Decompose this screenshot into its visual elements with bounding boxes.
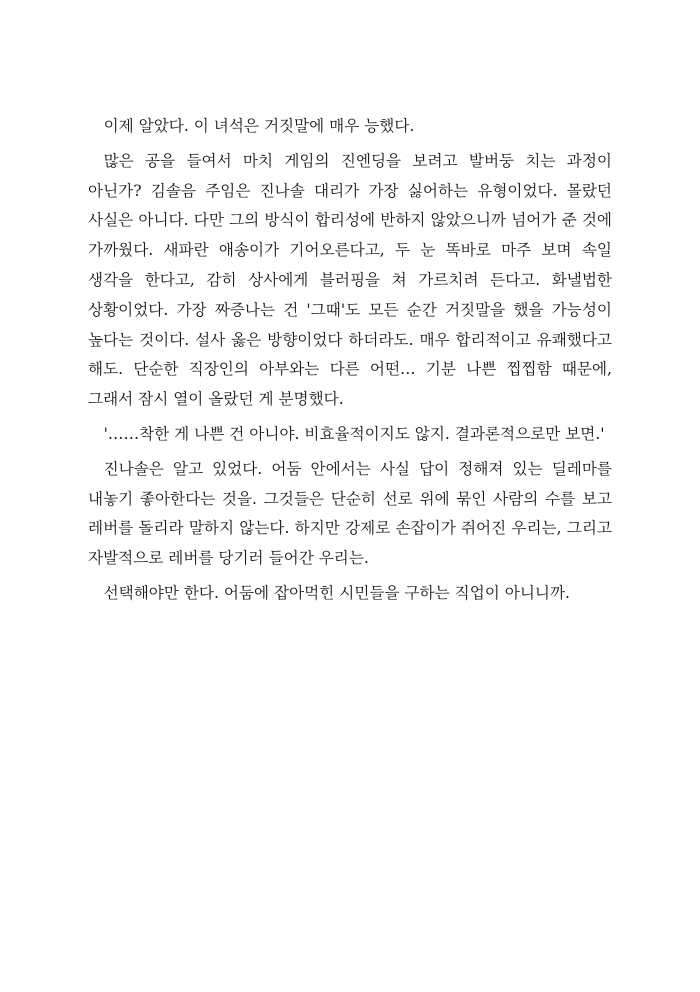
- body-text: [88, 112, 612, 614]
- paragraph-4: 진나솔은 알고 있었다. 어둠 안에서는 사실 답이 정해져 있는 딜레마를 내놓기 좋아한다는 것을. 그것들은 단순히 선로 위에 묶인 사람의 수를 보고 레버를 돌리라 말하지 않는다. 하지만 강제로 손잡이가 쥐어진 우리는, 그리고 자발적으로 레버를 당기러 들어간 우리는.: [88, 459, 612, 568]
- paragraph-2: 많은 공을 들여서 마치 게임의 진엔딩을 보려고 발버둥 치는 과정이 아닌가? 김솔음 주임은 진나솔 대리가 가장 싫어하는 유형이었다. 몰랐던 사실은 아니다. 다만 그의 방식이 합리성에 반하지 않았으니까 넘어가 준 것에 가까웠다. 새파란 애송이가 기어오른다고, 두 눈 똑바로 마주 보며 속일 생각을 한다고, 감히 상사에게 블러핑을 쳐 가르치려 든다고. 화낼법한 상황이었다. 가장 짜증나는 건 '그때'도 모든 순간 거짓말을 했을 가능성이 높다는 것이다. 설사 옳은 방향이었다 하더라도. 매우 합리적이고 유쾌했다고 해도. 단순한 직장인의 아부와는 다른 어떤… 기분 나쁜 찝찝함 때문에, 그래서 잠시 열이 올랐던 게 분명했다.: [88, 151, 612, 409]
- paragraph-3: '……착한 게 나쁜 건 아니야. 비효율적이지도 않지. 결과론적으로만 보면.': [103, 424, 605, 443]
- paragraph-1: 이제 알았다. 이 녀석은 거짓말에 매우 능했다.: [103, 117, 415, 135]
- paragraph-5: 선택해야만 한다. 어둠에 잡아먹힌 시민들을 구하는 직업이 아니니까.: [103, 583, 570, 602]
